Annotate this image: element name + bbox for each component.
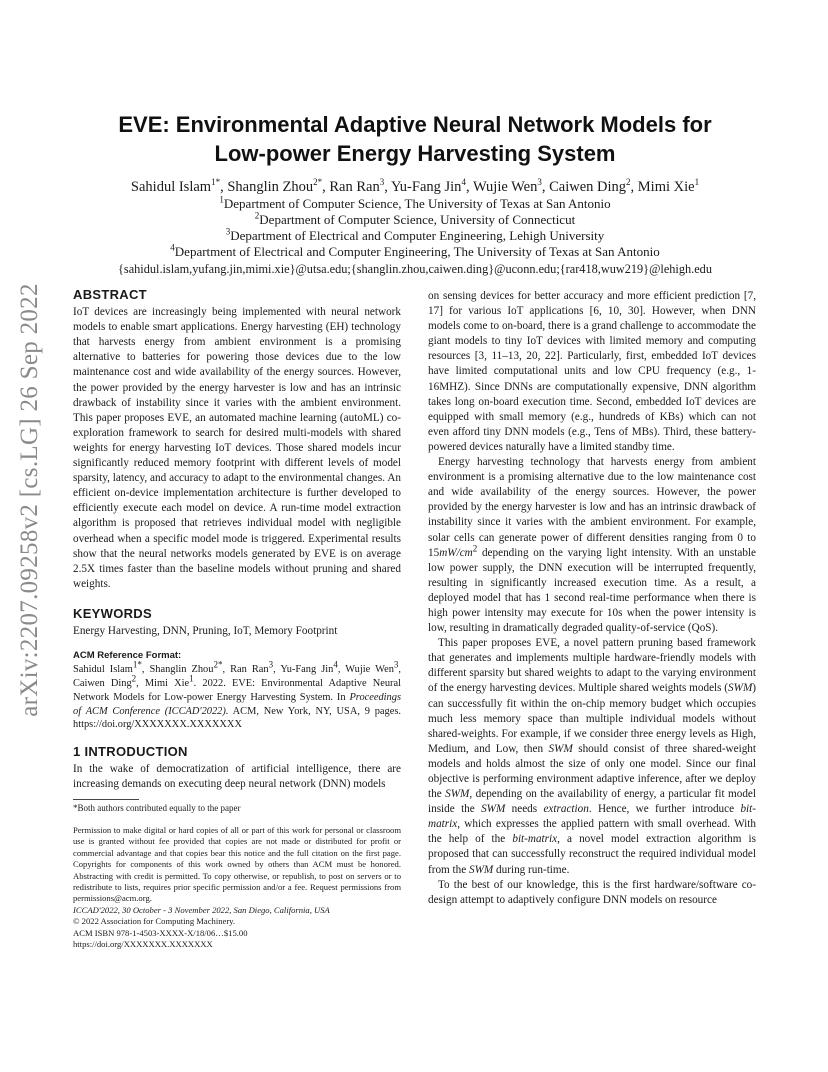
affiliation-text: Department of Computer Science, The University of Texas at San Antonio	[223, 196, 611, 211]
affiliation	[60, 195, 770, 212]
paragraph: Energy harvesting technology that harvests energy from ambient environment is a promising alternative due to the low maintenance cost and wide availability of the energy sources. However, the power provided by the energy harvester is low and has an intrinsic drawback of instability since it varies with the ambient environment. For example, solar cells can generate power of different densities ranging from 0 to $15mW/cm^2$ depending on the varying light intensity. With an unstable low power supply, the DNN execution will be interrupted frequently, resulting in significantly increased execution time. As a result, a deployed model that has 1 second real-time performance when there is high power intensity may execute for 10s when the power intensity is low, resulting in dramatically degraded quality-of-service (QoS).	[428, 456, 756, 635]
author: Shanglin Zhou	[227, 179, 314, 195]
affiliation	[60, 243, 770, 260]
affiliation-text: Department of Electrical and Computer Engineering, The University of Texas at San Antonio	[174, 244, 660, 259]
author-sup: 3	[379, 177, 385, 188]
abstract-heading: ABSTRACT	[73, 287, 147, 302]
author: Wujie Wen	[472, 179, 538, 195]
acm-reference-venue: Proceedings of ACM Conference (ICCAD'2022).	[73, 691, 401, 717]
author: Caiwen Ding	[549, 179, 627, 195]
author-list: Sahidul Islam$^{1*}$, Shanglin Zhou$^{2*}$, Ran Ran$^3$, Yu-Fang Jin$^4$, Wujie Wen$^3$, Caiwen Ding$^2$, Mimi Xie$^1$	[130, 177, 700, 195]
keywords-heading: KEYWORDS	[73, 605, 152, 621]
introduction-heading: 1 INTRODUCTION	[73, 744, 188, 760]
left-column	[73, 287, 401, 950]
title-line-2: Low-power Energy Harvesting System	[214, 141, 616, 166]
affiliation	[60, 211, 770, 228]
author: Ran Ran	[329, 179, 380, 195]
paragraph: on sensing devices for better accuracy and more efficient prediction [7, 17] for various IoT applications [6, 10, 30]. However, when DNN models come to on-board, there is a grand challenge to accommodate the giant models to tiny IoT devices with limited memory and computing resources [3, 11–13, 20, 22]. Particularly, first, embedded IoT devices have limited computational units and low CPU frequency (e.g., 1-16MHZ). Since DNNs are computationally expensive, DNN algorithm takes long on-board execution time. Second, embedded IoT devices are equipped with small memory (e.g., hundreds of KBs) which can not even afford tiny DNN models (e.g., Tens of MBs). Third, these battery-powered devices naturally have a limited standby time.	[428, 290, 756, 453]
footnote: *Both authors contributed equally to the paper	[73, 803, 241, 814]
author-sup: 4	[461, 177, 466, 188]
email-list: {sahidul.islam,yufang.jin,mimi.xie}@utsa.edu;{shanglin.zhou,caiwen.ding}@uconn.edu;{rar418,wuw219}@lehigh.edu	[118, 262, 712, 276]
arxiv-stamp-text: arXiv:2207.09258v2 [cs.LG] 26 Sep 2022	[16, 283, 43, 717]
affiliation-sup: 3	[225, 226, 231, 237]
keywords-text: Energy Harvesting, DNN, Pruning, IoT, Memory Footprint	[73, 624, 338, 637]
author-sup: 1*	[211, 177, 221, 188]
paper-title	[90, 110, 740, 168]
author: Sahidul Islam	[130, 179, 212, 195]
author-sup: 2	[626, 177, 631, 188]
paragraph: This paper proposes EVE, a novel pattern pruning based framework that generates and implements multiple hardware-friendly models with different sparsity but shared weights to adapt to the varying environment of the energy harvesting devices. Multiple shared weights models (SWM) can successfully fit within the on-chip memory budget which occupies much less memory space than multiple individual models without shared-weights. For example, if we consider three energy levels as High, Medium, and Low, then SWM should consist of three shared-weight models and holds almost the size of only one model. Since our final objective is performing environment adaptive inference, after we deploy the SWM, depending on the availability of energy, a particular fit model inside the SWM needs extraction. Hence, we further introduce bit-matrix, which expresses the applied pattern with small overhead. With the help of the bit-matrix, a novel model extraction algorithm is proposed that can successfully reconstruct the required individual model from the SWM during run-time.	[428, 637, 757, 876]
title-line-1: EVE: Environmental Adaptive Neural Network Models for	[118, 112, 712, 137]
paragraph: To the best of our knowledge, this is the first hardware/software co-design attempt to adaptively configure DNN models on resource	[428, 878, 756, 906]
affiliation-text: Department of Computer Science, University of Connecticut	[259, 212, 576, 227]
author: Yu-Fang Jin	[390, 179, 462, 195]
author-sup: 2*	[313, 177, 323, 188]
affiliation-sup: 1	[219, 194, 224, 205]
conference-info: ICCAD'2022, 30 October - 3 November 2022, San Diego, California, USA	[73, 904, 330, 915]
affiliation	[60, 227, 770, 244]
affiliation-text: Department of Electrical and Computer Engineering, Lehigh University	[230, 228, 605, 243]
permission-notice: Permission to make digital or hard copies of all or part of this work for personal or classroom use is granted without fee provided that copies are not made or distributed for profit or commercial advantage and that copies bear this notice and the full citation on the first page. Copyrights for components of this work owned by others than ACM must be honored. Abstracting with credit is permitted. To copy otherwise, or republish, to post on servers or to redistribute to lists, requires prior specific permission and/or a fee. Request permissions from permissions@acm.org.	[73, 825, 401, 904]
introduction-text: In the wake of democratization of artificial intelligence, there are increasing demands on executing deep neural network (DNN) models	[73, 763, 401, 791]
abstract-text: IoT devices are increasingly being implemented with neural network models to enable smart applications. Energy harvesting (EH) technology that harvests energy from ambient environment is a promising alternative to batteries for powering those devices due to the low maintenance cost and wide availability of the energy sources. However, the power provided by the energy harvester is low and has an intrinsic drawback of instability since it varies with the ambient environment. This paper proposes EVE, an automated machine learning (autoML) co-exploration framework to search for desired multi-models with shared weights for energy harvesting IoT devices. Those shared models incur significantly reduced memory footprint with different levels of model sparsity, latency, and accuracy to adapt to the environmental changes. An efficient on-device implementation architecture is further developed to efficiently execute each model on device. A run-time model extraction algorithm is proposed that retrieves individual model with negligible overhead when a specific model mode is triggered. Experimental results show that the neural networks models generated by EVE is on average 2.5X times faster than the baseline models without pruning and shared weights.	[73, 306, 401, 590]
affiliation-sup: 4	[170, 242, 175, 253]
acm-reference-text: Sahidul Islam$^{1*}$, Shanglin Zhou$^{2*}$, Ran Ran$^3$, Yu-Fang Jin$^4$, Wujie Wen$^3$, Caiwen Ding$^2$, Mimi Xie$^1$. 2022. EVE: Environmental Adaptive Neural Network Models for Low-power Energy Harvesting System. In Proceedings of ACM Conference (ICCAD'2022). ACM, New York, NY, USA, 9 pages. https://doi.org/XXXXXXX.XXXXXXX	[73, 659, 402, 731]
acm-reference-heading: ACM Reference Format:	[73, 650, 182, 662]
doi: https://doi.org/XXXXXXX.XXXXXXX	[73, 939, 213, 950]
affiliation-sup: 2	[254, 210, 260, 221]
right-column	[428, 289, 756, 908]
author-sup: 1	[694, 177, 700, 188]
footnote-rule	[73, 799, 139, 800]
author: Mimi Xie	[637, 179, 695, 195]
author-sup: 3	[537, 177, 542, 188]
copyright: © 2022 Association for Computing Machinery.	[73, 916, 236, 927]
isbn: ACM ISBN 978-1-4503-XXXX-X/18/06…$15.00	[73, 927, 248, 938]
arxiv-stamp	[8, 283, 52, 717]
